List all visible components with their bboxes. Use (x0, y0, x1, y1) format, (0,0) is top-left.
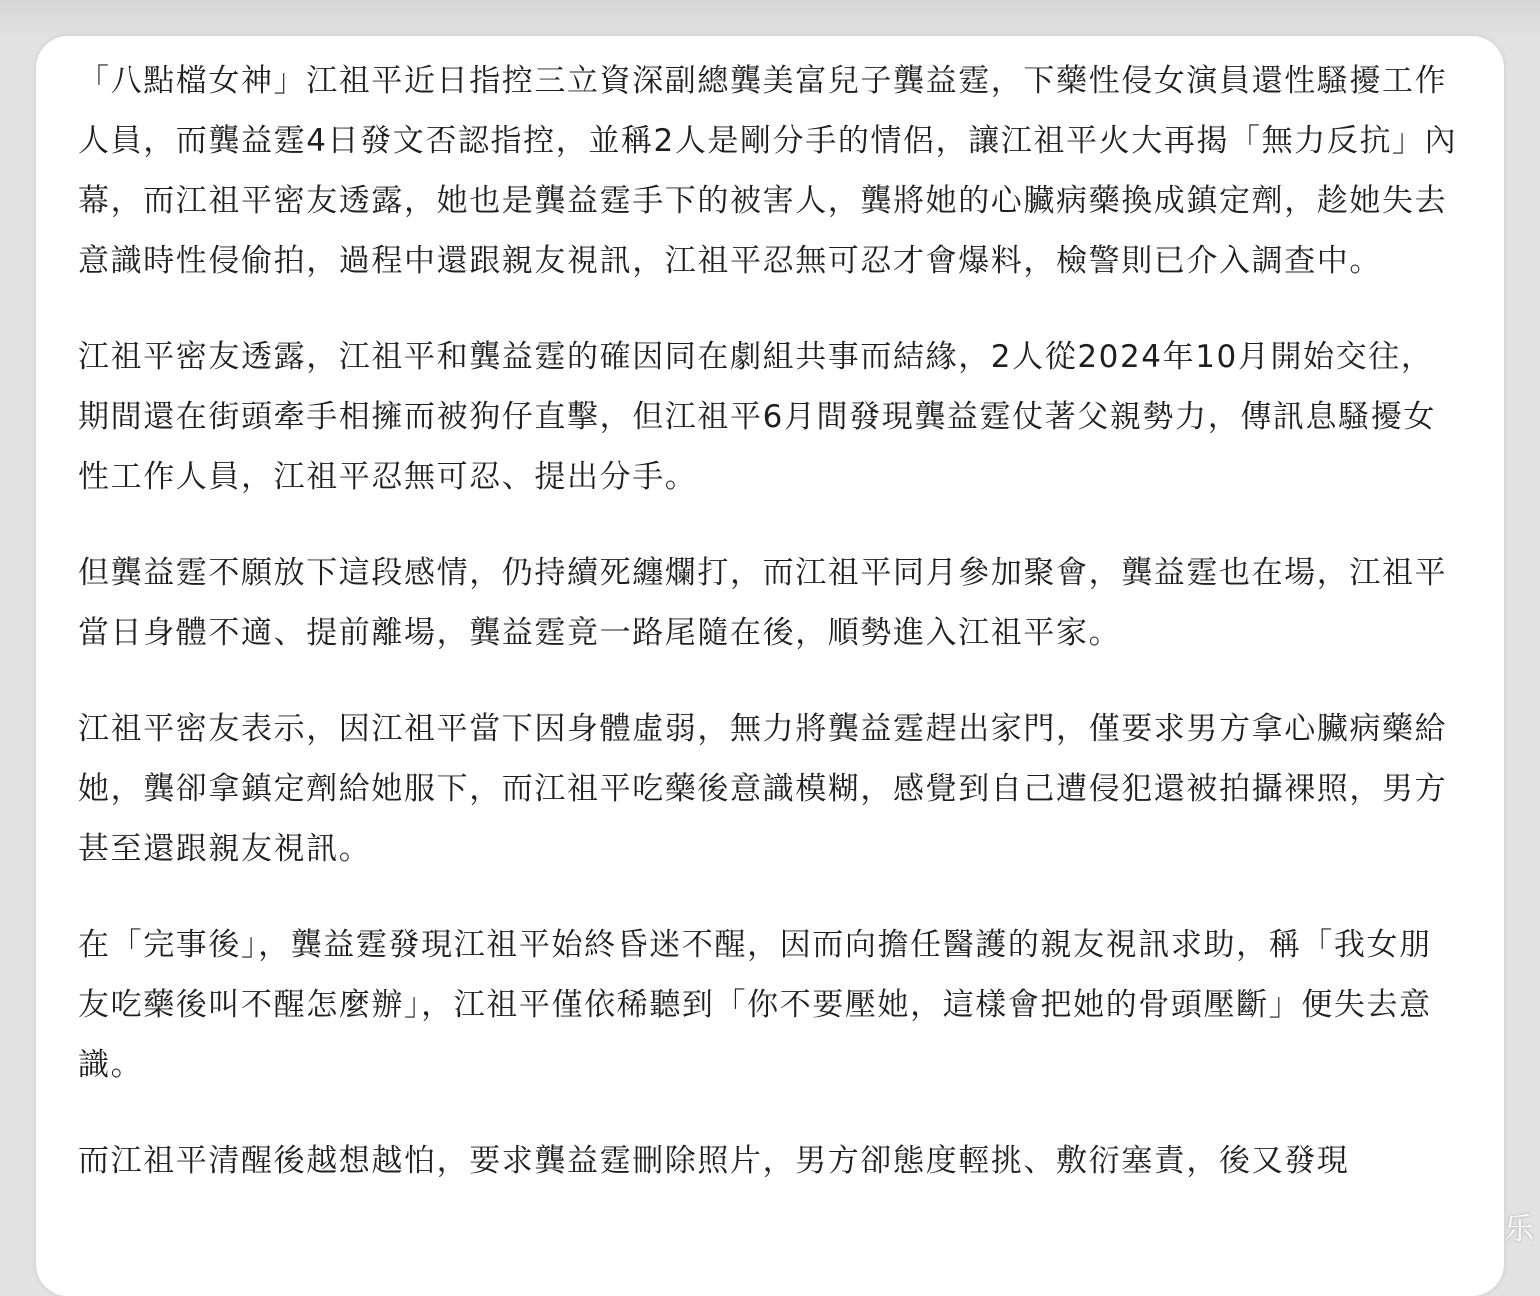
watermark-logo: 乐 (1504, 1212, 1534, 1247)
paragraph-3: 但龔益霆不願放下這段感情，仍持續死纏爛打，而江祖平同月參加聚會，龔益霆也在場，江祖平當日身體不適、提前離場，龔益霆竟一路尾隨在後，順勢進入江祖平家。 (78, 555, 1448, 651)
article-body (78, 51, 1460, 1227)
paragraph-6: 而江祖平清醒後越想越怕，要求龔益霆刪除照片，男方卻態度輕挑、敷衍塞責，後又發現 (78, 1143, 1350, 1179)
background-top (0, 0, 1540, 40)
article-card (36, 36, 1504, 1296)
paragraph-1: 「八點檔女神」江祖平近日指控三立資深副總龔美富兒子龔益霆，下藥性侵女演員還性騷擾工作人員，而龔益霆4日發文否認指控，並稱2人是剛分手的情侶，讓江祖平火大再揭「無力反抗」內幕，而江祖平密友透露，她也是龔益霆手下的被害人，龔將她的心臟病藥換成鎮定劑，趁她失去意識時性侵偷拍，過程中還跟親友視訊，江祖平忍無可忍才會爆料，檢警則已介入調查中。 (78, 63, 1458, 279)
paragraph-2: 江祖平密友透露，江祖平和龔益霆的確因同在劇組共事而結緣，2人從2024年10月開始交往，期間還在街頭牽手相擁而被狗仔直擊，但江祖平6月間發現龔益霆仗著父親勢力，傳訊息騷擾女性工作人員，江祖平忍無可忍、提出分手。 (78, 339, 1436, 495)
paragraph-5: 在「完事後」，龔益霆發現江祖平始終昏迷不醒，因而向擔任醫護的親友視訊求助，稱「我女朋友吃藥後叫不醒怎麼辦」，江祖平僅依稀聽到「你不要壓她，這樣會把她的骨頭壓斷」便失去意識。 (78, 927, 1432, 1083)
paragraph-4: 江祖平密友表示，因江祖平當下因身體虛弱，無力將龔益霆趕出家門，僅要求男方拿心臟病藥給她，龔卻拿鎮定劑給她服下，而江祖平吃藥後意識模糊，感覺到自己遭侵犯還被拍攝裸照，男方甚至還跟親友視訊。 (78, 711, 1448, 867)
